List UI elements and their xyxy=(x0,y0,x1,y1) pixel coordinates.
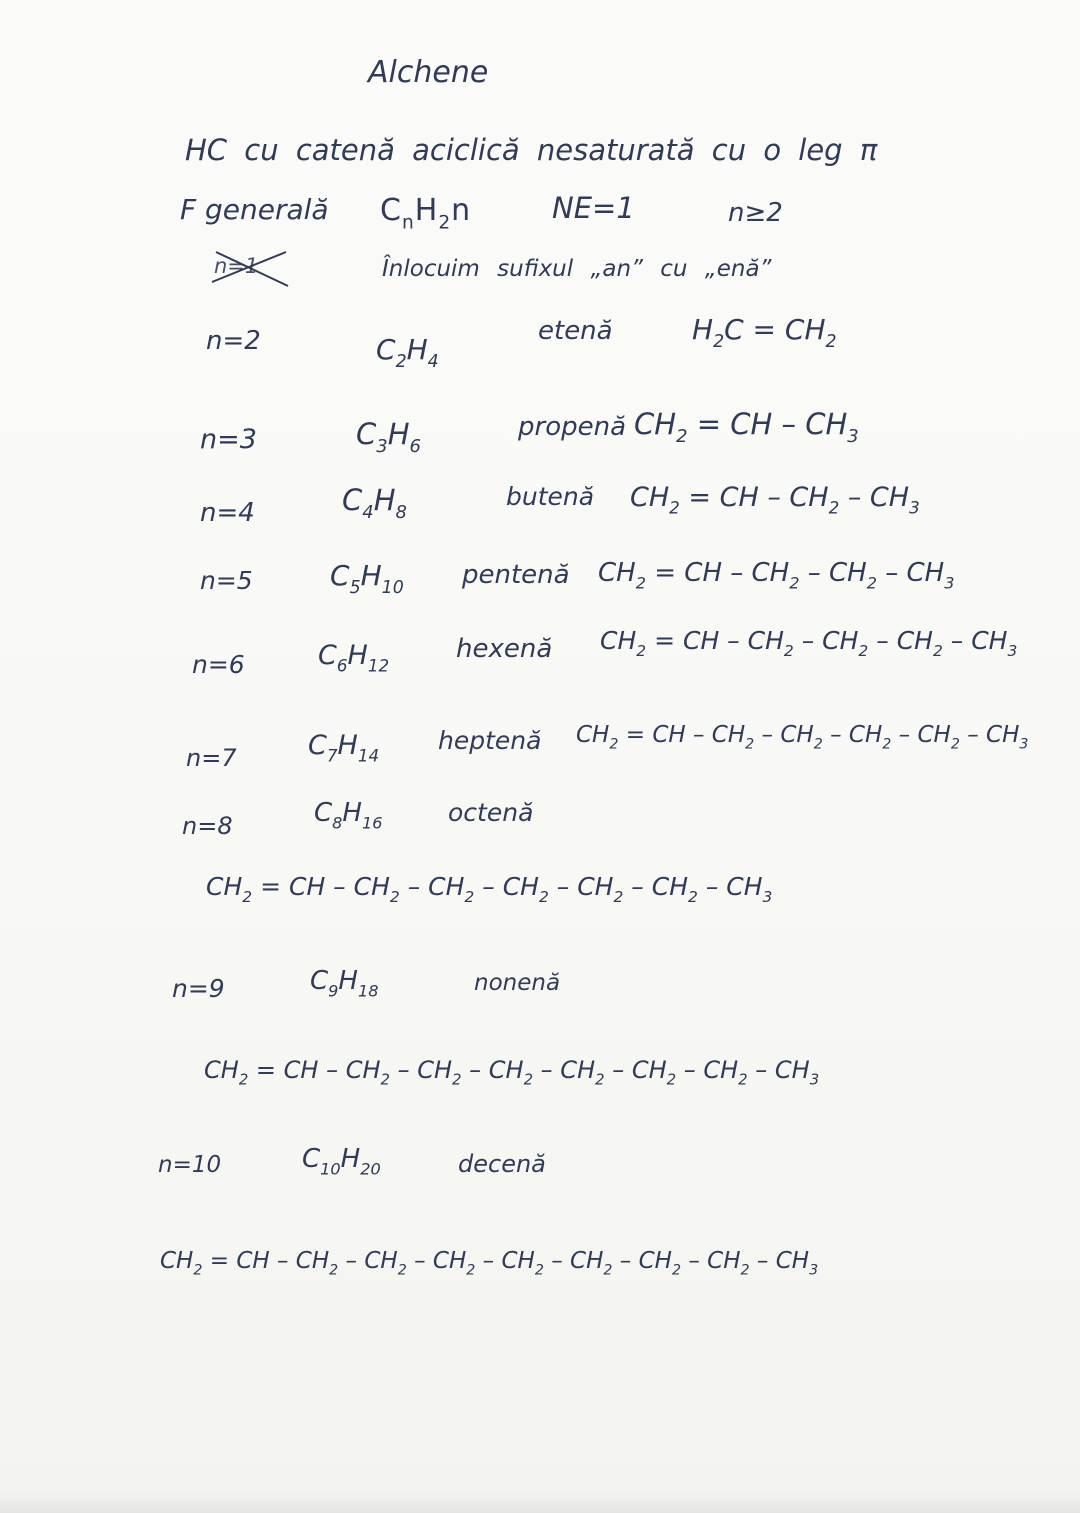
structural-formula: $CH_2$ = CH – $CH_2 - CH_3$ xyxy=(630,482,920,518)
compound-name: nonenă xyxy=(474,970,561,996)
structural-formula: $CH_2$ = CH – $CH_2 - CH_2 - CH_3$ xyxy=(598,558,955,593)
unsaturation-number: NE=1 xyxy=(552,191,635,225)
structural-formula: $CH_2$ = CH – $CH_2 - CH_2 - CH_2 - CH_2 - CH_2 - CH_3$ xyxy=(206,872,773,906)
n-value: n=2 xyxy=(206,326,261,356)
molecular-formula: $C_{10}H_{20}$ xyxy=(302,1144,381,1179)
compound-name: heptenă xyxy=(438,726,542,755)
n-value: n=9 xyxy=(172,974,225,1003)
structural-formula: $CH_2$ = CH – $CH_3$ xyxy=(634,407,859,448)
n-value: n=8 xyxy=(182,812,233,840)
molecular-formula: $C_9H_{18}$ xyxy=(310,966,379,1001)
molecular-formula: $C_6H_{12}$ xyxy=(318,640,390,676)
structural-formula: $CH_2$ = CH – $CH_2 - CH_2 - CH_2 - CH_2 - CH_3$ xyxy=(576,722,1029,753)
molecular-formula: $C_7H_{14}$ xyxy=(308,730,380,766)
structural-formula: $CH_2$ = CH – $CH_2 - CH_2 - CH_2 - CH_3$ xyxy=(600,626,1018,660)
n-value: n=5 xyxy=(200,566,253,595)
definition-text: HC cu catenă aciclică nesaturată cu o leg π xyxy=(185,133,878,167)
molecular-formula: $C_3H_6$ xyxy=(356,417,421,458)
compound-name: propenă xyxy=(518,412,627,442)
compound-name: butenă xyxy=(506,482,595,511)
crossed-out-note: n=1 xyxy=(214,254,259,278)
compound-name: hexenă xyxy=(456,634,553,664)
page-title: Alchene xyxy=(368,55,489,90)
structural-formula: $H_2C = CH_2$ xyxy=(692,313,837,352)
naming-rule: Înlocuim sufixul „an” cu „enă” xyxy=(382,256,772,282)
general-formula: $C_nH_2n$ xyxy=(380,193,472,234)
n-condition: n≥2 xyxy=(728,198,783,228)
general-formula-label: F generală xyxy=(180,193,329,226)
molecular-formula: $C_2H_4$ xyxy=(376,333,439,372)
page-edge-shadow xyxy=(0,1491,1080,1513)
structural-formula: $CH_2$ = CH – $CH_2 - CH_2 - CH_2 - CH_2 - CH_2 - CH_2 - CH_2 - CH_3$ xyxy=(160,1248,819,1279)
compound-name: octenă xyxy=(448,798,534,827)
structural-formula: $CH_2$ = CH – $CH_2 - CH_2 - CH_2 - CH_2 - CH_2 - CH_2 - CH_3$ xyxy=(204,1056,820,1089)
molecular-formula: $C_8H_{16}$ xyxy=(314,798,383,833)
n-value: n=10 xyxy=(158,1152,222,1178)
n-value: n=6 xyxy=(192,650,245,679)
molecular-formula: $C_4H_8$ xyxy=(342,483,407,524)
molecular-formula: $C_5H_{10}$ xyxy=(330,559,404,598)
strike-mark-icon xyxy=(208,248,298,288)
n-value: n=3 xyxy=(200,424,257,455)
n-value: n=7 xyxy=(186,744,237,772)
compound-name: decenă xyxy=(458,1150,546,1178)
compound-name: pentenă xyxy=(462,560,570,590)
compound-name: etenă xyxy=(538,316,613,346)
n-value: n=4 xyxy=(200,498,255,528)
